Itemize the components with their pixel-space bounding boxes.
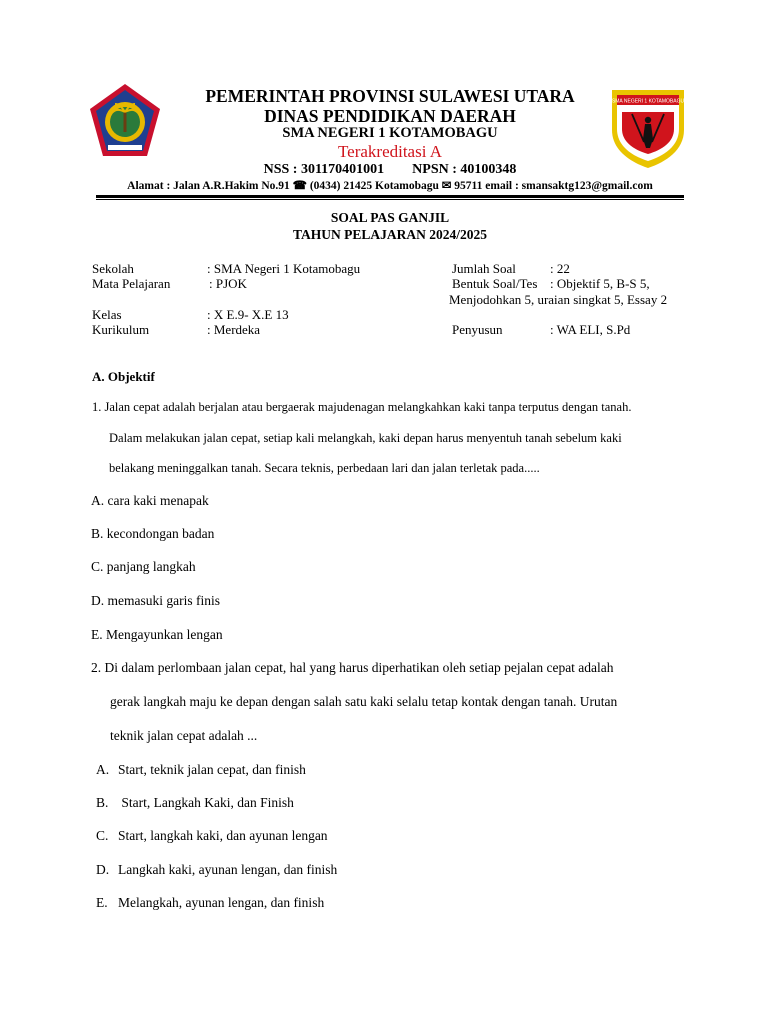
question-1-line-3: belakang meninggalkan tanah. Secara teknis, perbedaan lari dan jalan terletak pada..... [109, 461, 540, 475]
question-2-option-e[interactable] [96, 895, 324, 911]
question-1-option-c[interactable]: C. panjang langkah [91, 559, 196, 574]
info-bentuk-label: Bentuk Soal/Tes [452, 276, 538, 291]
letterhead-school: SMA NEGERI 1 KOTAMOBAGU [282, 125, 498, 141]
question-2-option-a[interactable] [96, 762, 306, 778]
option-letter: C. [96, 828, 109, 843]
letterhead-accreditation: Terakreditasi A [337, 142, 443, 161]
letterhead-divider-thick [96, 195, 684, 198]
info-penyusun-label: Penyusun [452, 322, 503, 337]
info-kelas-value: : X E.9- X.E 13 [207, 307, 289, 322]
option-text: Melangkah, ayunan lengan, dan finish [118, 895, 325, 910]
question-2-line-2: gerak langkah maju ke depan dengan salah satu kaki selalu tetap kontak dengan tanah. Urutan [110, 694, 618, 709]
question-2-option-b[interactable] [96, 795, 294, 811]
letterhead-department: DINAS PENDIDIKAN DAERAH [264, 106, 516, 126]
option-letter: D. [96, 862, 110, 877]
info-jumlah-label: Jumlah Soal [452, 261, 516, 276]
letterhead-address: Alamat : Jalan A.R.Hakim No.91 ☎ (0434) 21425 Kotamobagu ✉ 95711 email : smansaktg123@gmail.com [127, 180, 653, 192]
info-mapel-label: Mata Pelajaran [92, 276, 171, 291]
question-1-option-e[interactable]: E. Mengayunkan lengan [91, 627, 223, 642]
info-penyusun-value: : WA ELI, S.Pd [550, 322, 631, 337]
info-bentuk-value: : Objektif 5, B-S 5, [550, 276, 650, 291]
question-1-line-2: Dalam melakukan jalan cepat, setiap kali melangkah, kaki depan harus menyentuh tanah sebelum kaki [109, 431, 622, 445]
exam-year: TAHUN PELAJARAN 2024/2025 [292, 227, 487, 242]
option-text: Start, Langkah Kaki, dan Finish [118, 795, 294, 810]
section-heading: A. Objektif [92, 369, 155, 384]
info-kelas-label: Kelas [92, 307, 122, 322]
option-text: Start, teknik jalan cepat, dan finish [118, 762, 306, 777]
info-mapel-value: : PJOK [209, 276, 247, 291]
question-1-option-a[interactable]: A. cara kaki menapak [91, 493, 209, 508]
question-1-line-1: 1. Jalan cepat adalah berjalan atau bergaerak majudenagan melangkahkan kaki tanpa terputus dengan tanah. [92, 400, 632, 414]
question-1-option-b[interactable]: B. kecondongan badan [91, 526, 215, 541]
option-letter: B. [96, 795, 109, 810]
question-1-option-d[interactable]: D. memasuki garis finis [91, 593, 220, 608]
option-letter: A. [96, 762, 110, 777]
question-2-option-d[interactable] [96, 862, 337, 878]
exam-title: SOAL PAS GANJIL [330, 210, 450, 225]
letterhead-province: PEMERINTAH PROVINSI SULAWESI UTARA [205, 86, 575, 106]
info-kurikulum-label: Kurikulum [92, 322, 150, 337]
option-text: Start, langkah kaki, dan ayunan lengan [118, 828, 328, 843]
info-jumlah-value: : 22 [550, 261, 570, 276]
option-text: Langkah kaki, ayunan lengan, dan finish [118, 862, 338, 877]
info-bentuk-continued: Menjodohkan 5, uraian singkat 5, Essay 2 [449, 292, 668, 307]
info-sekolah-value: : SMA Negeri 1 Kotamobagu [207, 261, 361, 276]
question-2-line-3: teknik jalan cepat adalah ... [110, 728, 258, 743]
letterhead-nss-npsn: NSS : 301170401001 NPSN : 40100348 [263, 162, 517, 177]
question-2-line-1: 2. Di dalam perlombaan jalan cepat, hal yang harus diperhatikan oleh setiap pejalan cepat adalah [91, 660, 614, 675]
info-kurikulum-value: : Merdeka [207, 322, 261, 337]
right-logo-text: SMA NEGERI 1 KOTAMOBAGU [611, 98, 685, 105]
option-letter: E. [96, 895, 108, 910]
question-2-option-c[interactable] [96, 828, 328, 844]
info-sekolah-label: Sekolah [92, 261, 134, 276]
letterhead-divider-thin [96, 199, 684, 200]
